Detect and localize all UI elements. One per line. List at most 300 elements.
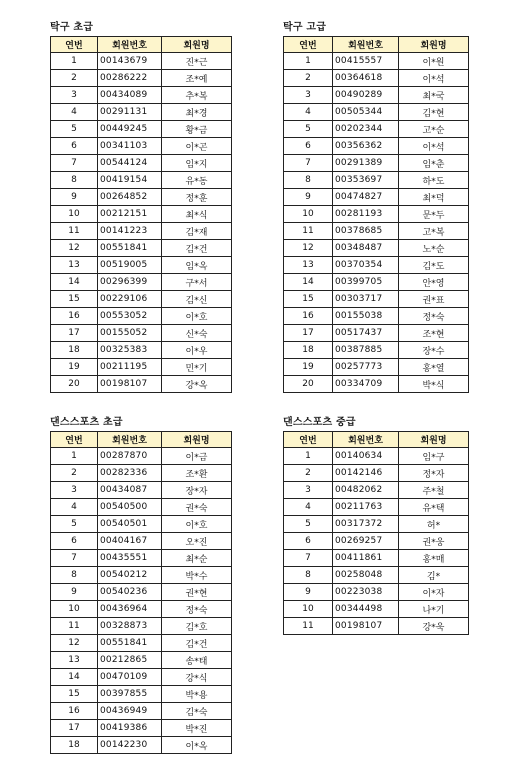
cell-member-id: 00364618: [333, 70, 399, 87]
cell-member-name: 권*현: [162, 584, 232, 601]
table-row: [51, 325, 232, 342]
cell-member-name: 권*표: [399, 291, 469, 308]
cell-member-id: 00551841: [98, 635, 162, 652]
cell-member-id: 00436949: [98, 703, 162, 720]
table-row: [51, 703, 232, 720]
cell-no: 4: [284, 499, 333, 516]
cell-member-name: 문*두: [399, 206, 469, 223]
header-no: 연번: [284, 37, 333, 53]
cell-member-id: 00387885: [333, 342, 399, 359]
table-row: [284, 516, 469, 533]
cell-member-name: 김*재: [162, 223, 232, 240]
cell-no: 6: [51, 533, 98, 550]
table-row: [284, 567, 469, 584]
cell-no: 13: [51, 652, 98, 669]
table-row: [51, 465, 232, 482]
cell-member-id: 00202344: [333, 121, 399, 138]
cell-member-name: 송*태: [162, 652, 232, 669]
cell-no: 12: [284, 240, 333, 257]
header-member-name: 회원명: [162, 37, 232, 53]
cell-member-id: 00397855: [98, 686, 162, 703]
cell-member-id: 00325383: [98, 342, 162, 359]
cell-member-id: 00370354: [333, 257, 399, 274]
cell-member-name: 유*동: [162, 172, 232, 189]
table-row: [51, 308, 232, 325]
cell-no: 19: [284, 359, 333, 376]
cell-member-name: 신*숙: [162, 325, 232, 342]
table-row: [51, 138, 232, 155]
cell-member-id: 00291131: [98, 104, 162, 121]
header-no: 연번: [51, 432, 98, 448]
cell-member-id: 00356362: [333, 138, 399, 155]
section-title: 탁구 초급: [50, 22, 94, 33]
table-row: [284, 342, 469, 359]
cell-member-id: 00198107: [98, 376, 162, 393]
cell-no: 20: [51, 376, 98, 393]
cell-no: 17: [51, 325, 98, 342]
table-row: [51, 376, 232, 393]
cell-no: 7: [51, 155, 98, 172]
table-row: [51, 223, 232, 240]
table-section-dancesport-intermediate: [283, 416, 469, 635]
cell-no: 3: [51, 87, 98, 104]
cell-member-id: 00434087: [98, 482, 162, 499]
table-row: [284, 376, 469, 393]
cell-no: 9: [284, 189, 333, 206]
cell-member-id: 00281193: [333, 206, 399, 223]
table-row: [284, 240, 469, 257]
table-row: [51, 448, 232, 465]
cell-member-name: 박*진: [162, 720, 232, 737]
cell-member-id: 00212865: [98, 652, 162, 669]
cell-no: 10: [284, 206, 333, 223]
table-row: [284, 70, 469, 87]
cell-member-id: 00211195: [98, 359, 162, 376]
table-row: [51, 189, 232, 206]
cell-member-name: 이*금: [162, 448, 232, 465]
header-member-id: 회원번호: [98, 37, 162, 53]
table-row: [284, 325, 469, 342]
cell-member-id: 00223038: [333, 584, 399, 601]
cell-no: 14: [51, 274, 98, 291]
cell-no: 15: [284, 291, 333, 308]
cell-member-name: 김*: [399, 567, 469, 584]
cell-member-name: 하*도: [399, 172, 469, 189]
cell-member-name: 임*춘: [399, 155, 469, 172]
cell-no: 6: [284, 533, 333, 550]
cell-member-id: 00140634: [333, 448, 399, 465]
cell-member-name: 조*예: [162, 70, 232, 87]
cell-member-name: 이*석: [399, 138, 469, 155]
cell-no: 4: [51, 104, 98, 121]
table-row: [51, 257, 232, 274]
cell-no: 8: [51, 172, 98, 189]
table-row: [284, 550, 469, 567]
cell-no: 9: [51, 189, 98, 206]
cell-member-id: 00286222: [98, 70, 162, 87]
member-table: [283, 36, 469, 393]
table-row: [284, 138, 469, 155]
cell-member-name: 강*식: [162, 669, 232, 686]
cell-member-id: 00482062: [333, 482, 399, 499]
cell-member-name: 이*옥: [162, 737, 232, 754]
cell-member-id: 00435551: [98, 550, 162, 567]
table-body: [284, 53, 469, 393]
cell-member-id: 00434089: [98, 87, 162, 104]
table-row: [284, 465, 469, 482]
table-row: [51, 567, 232, 584]
table-row: [51, 533, 232, 550]
table-row: [51, 601, 232, 618]
cell-member-id: 00229106: [98, 291, 162, 308]
table-row: [284, 121, 469, 138]
cell-member-id: 00490289: [333, 87, 399, 104]
table-row: [51, 550, 232, 567]
cell-member-name: 임*구: [399, 448, 469, 465]
cell-member-id: 00474827: [333, 189, 399, 206]
table-row: [51, 686, 232, 703]
cell-member-name: 박*식: [399, 376, 469, 393]
cell-member-name: 황*금: [162, 121, 232, 138]
table-section-table-tennis-advanced: [283, 21, 469, 393]
cell-member-id: 00551841: [98, 240, 162, 257]
table-row: [51, 240, 232, 257]
cell-member-id: 00257773: [333, 359, 399, 376]
cell-member-name: 민*기: [162, 359, 232, 376]
table-row: [284, 53, 469, 70]
cell-no: 16: [51, 703, 98, 720]
table-row: [51, 737, 232, 754]
cell-member-name: 구*서: [162, 274, 232, 291]
cell-member-id: 00211763: [333, 499, 399, 516]
cell-member-id: 00404167: [98, 533, 162, 550]
cell-member-id: 00378685: [333, 223, 399, 240]
cell-member-name: 권*웅: [399, 533, 469, 550]
table-row: [284, 308, 469, 325]
cell-member-id: 00334709: [333, 376, 399, 393]
cell-member-id: 00540500: [98, 499, 162, 516]
cell-member-name: 강*욱: [399, 618, 469, 635]
cell-member-name: 김*숙: [162, 703, 232, 720]
cell-member-name: 권*숙: [162, 499, 232, 516]
cell-no: 2: [284, 465, 333, 482]
header-member-name: 회원명: [399, 37, 469, 53]
table-body: [51, 448, 232, 754]
cell-member-name: 임*지: [162, 155, 232, 172]
cell-no: 8: [51, 567, 98, 584]
cell-member-name: 장*자: [162, 482, 232, 499]
cell-member-id: 00317372: [333, 516, 399, 533]
cell-no: 2: [284, 70, 333, 87]
table-row: [51, 172, 232, 189]
table-row: [51, 104, 232, 121]
cell-member-name: 최*식: [162, 206, 232, 223]
table-row: [284, 359, 469, 376]
table-row: [284, 533, 469, 550]
cell-member-name: 박*용: [162, 686, 232, 703]
cell-member-id: 00415557: [333, 53, 399, 70]
cell-no: 10: [284, 601, 333, 618]
cell-no: 5: [51, 121, 98, 138]
cell-member-name: 이*호: [162, 308, 232, 325]
cell-member-name: 조*환: [162, 465, 232, 482]
cell-no: 16: [51, 308, 98, 325]
member-table: [50, 36, 232, 393]
cell-member-id: 00353697: [333, 172, 399, 189]
table-row: [284, 87, 469, 104]
cell-member-id: 00470109: [98, 669, 162, 686]
cell-member-name: 김*호: [162, 618, 232, 635]
table-row: [51, 70, 232, 87]
table-row: [51, 291, 232, 308]
cell-member-id: 00155038: [333, 308, 399, 325]
cell-no: 10: [51, 206, 98, 223]
table-row: [284, 104, 469, 121]
cell-no: 18: [284, 342, 333, 359]
cell-member-id: 00399705: [333, 274, 399, 291]
table-section-table-tennis-beginner: [50, 21, 232, 393]
cell-member-name: 허*: [399, 516, 469, 533]
cell-member-name: 최*경: [162, 104, 232, 121]
cell-member-id: 00282336: [98, 465, 162, 482]
cell-member-name: 임*옥: [162, 257, 232, 274]
member-table: [283, 431, 469, 635]
cell-member-name: 최*국: [399, 87, 469, 104]
cell-member-id: 00142146: [333, 465, 399, 482]
table-header-row: [284, 37, 469, 53]
cell-member-id: 00142230: [98, 737, 162, 754]
cell-no: 1: [51, 53, 98, 70]
cell-member-name: 홍*매: [399, 550, 469, 567]
cell-no: 7: [284, 155, 333, 172]
cell-member-name: 김*건: [162, 635, 232, 652]
member-table: [50, 431, 232, 754]
cell-member-name: 주*철: [399, 482, 469, 499]
cell-no: 14: [284, 274, 333, 291]
cell-member-name: 정*숙: [399, 308, 469, 325]
cell-member-id: 00258048: [333, 567, 399, 584]
cell-member-name: 정*숙: [162, 601, 232, 618]
cell-no: 5: [284, 121, 333, 138]
table-row: [284, 584, 469, 601]
cell-member-id: 00287870: [98, 448, 162, 465]
table-row: [284, 448, 469, 465]
cell-no: 9: [284, 584, 333, 601]
table-row: [51, 121, 232, 138]
table-row: [51, 274, 232, 291]
cell-no: 6: [284, 138, 333, 155]
table-row: [284, 206, 469, 223]
cell-member-id: 00328873: [98, 618, 162, 635]
cell-no: 18: [51, 342, 98, 359]
cell-member-name: 김*현: [399, 104, 469, 121]
cell-member-id: 00264852: [98, 189, 162, 206]
cell-member-name: 김*신: [162, 291, 232, 308]
cell-no: 14: [51, 669, 98, 686]
cell-member-name: 고*순: [399, 121, 469, 138]
table-header-row: [284, 432, 469, 448]
cell-member-id: 00540501: [98, 516, 162, 533]
cell-no: 15: [51, 291, 98, 308]
table-row: [51, 516, 232, 533]
cell-member-name: 김*도: [399, 257, 469, 274]
table-row: [284, 499, 469, 516]
cell-member-id: 00303717: [333, 291, 399, 308]
table-row: [284, 257, 469, 274]
cell-member-name: 이*호: [162, 516, 232, 533]
section-title: 댄스스포츠 초급: [50, 417, 123, 428]
cell-no: 10: [51, 601, 98, 618]
table-row: [284, 223, 469, 240]
cell-member-name: 홍*열: [399, 359, 469, 376]
cell-member-id: 00198107: [333, 618, 399, 635]
table-row: [51, 342, 232, 359]
cell-no: 16: [284, 308, 333, 325]
table-row: [284, 155, 469, 172]
table-row: [51, 720, 232, 737]
cell-member-id: 00143679: [98, 53, 162, 70]
cell-member-id: 00348487: [333, 240, 399, 257]
table-row: [284, 274, 469, 291]
table-section-dancesport-beginner: [50, 416, 232, 754]
cell-member-id: 00411861: [333, 550, 399, 567]
cell-no: 11: [51, 618, 98, 635]
table-row: [284, 482, 469, 499]
cell-member-id: 00296399: [98, 274, 162, 291]
header-member-id: 회원번호: [333, 37, 399, 53]
table-row: [284, 601, 469, 618]
cell-no: 1: [284, 448, 333, 465]
cell-no: 7: [51, 550, 98, 567]
cell-member-name: 강*옥: [162, 376, 232, 393]
cell-member-id: 00344498: [333, 601, 399, 618]
cell-no: 18: [51, 737, 98, 754]
cell-member-name: 이*원: [399, 53, 469, 70]
table-row: [284, 189, 469, 206]
cell-member-name: 장*수: [399, 342, 469, 359]
cell-no: 12: [51, 240, 98, 257]
cell-member-id: 00269257: [333, 533, 399, 550]
cell-member-id: 00519005: [98, 257, 162, 274]
cell-no: 19: [51, 359, 98, 376]
cell-no: 15: [51, 686, 98, 703]
cell-no: 11: [51, 223, 98, 240]
table-row: [51, 652, 232, 669]
table-row: [51, 155, 232, 172]
cell-member-name: 추*복: [162, 87, 232, 104]
cell-member-name: 정*자: [399, 465, 469, 482]
cell-member-name: 조*현: [399, 325, 469, 342]
cell-member-name: 박*수: [162, 567, 232, 584]
cell-member-name: 고*복: [399, 223, 469, 240]
cell-member-name: 정*훈: [162, 189, 232, 206]
cell-no: 5: [284, 516, 333, 533]
table-row: [284, 291, 469, 308]
header-member-id: 회원번호: [98, 432, 162, 448]
table-row: [51, 499, 232, 516]
cell-member-id: 00141223: [98, 223, 162, 240]
cell-no: 7: [284, 550, 333, 567]
cell-no: 1: [51, 448, 98, 465]
header-no: 연번: [284, 432, 333, 448]
cell-no: 2: [51, 70, 98, 87]
cell-member-id: 00419154: [98, 172, 162, 189]
header-no: 연번: [51, 37, 98, 53]
cell-member-name: 나*기: [399, 601, 469, 618]
cell-member-name: 이*석: [399, 70, 469, 87]
cell-no: 2: [51, 465, 98, 482]
table-row: [284, 172, 469, 189]
cell-member-name: 김*건: [162, 240, 232, 257]
cell-no: 1: [284, 53, 333, 70]
cell-member-name: 최*덕: [399, 189, 469, 206]
cell-no: 13: [284, 257, 333, 274]
cell-no: 3: [284, 482, 333, 499]
cell-no: 8: [284, 567, 333, 584]
cell-member-id: 00341103: [98, 138, 162, 155]
cell-member-id: 00540236: [98, 584, 162, 601]
cell-member-id: 00291389: [333, 155, 399, 172]
cell-member-name: 진*근: [162, 53, 232, 70]
cell-member-id: 00449245: [98, 121, 162, 138]
cell-member-id: 00553052: [98, 308, 162, 325]
table-row: [51, 669, 232, 686]
table-row: [51, 206, 232, 223]
table-header-row: [51, 432, 232, 448]
cell-no: 5: [51, 516, 98, 533]
cell-no: 12: [51, 635, 98, 652]
cell-member-id: 00155052: [98, 325, 162, 342]
cell-no: 4: [51, 499, 98, 516]
cell-member-name: 오*진: [162, 533, 232, 550]
cell-member-id: 00505344: [333, 104, 399, 121]
cell-no: 17: [51, 720, 98, 737]
table-row: [284, 618, 469, 635]
table-row: [51, 635, 232, 652]
table-body: [51, 53, 232, 393]
cell-no: 6: [51, 138, 98, 155]
cell-member-name: 유*택: [399, 499, 469, 516]
cell-no: 11: [284, 618, 333, 635]
cell-no: 13: [51, 257, 98, 274]
cell-member-name: 이*곤: [162, 138, 232, 155]
cell-member-id: 00212151: [98, 206, 162, 223]
cell-member-id: 00517437: [333, 325, 399, 342]
table-header-row: [51, 37, 232, 53]
cell-member-name: 최*순: [162, 550, 232, 567]
header-member-id: 회원번호: [333, 432, 399, 448]
table-row: [51, 359, 232, 376]
table-row: [51, 618, 232, 635]
cell-member-id: 00436964: [98, 601, 162, 618]
cell-no: 8: [284, 172, 333, 189]
cell-member-id: 00419386: [98, 720, 162, 737]
cell-no: 3: [284, 87, 333, 104]
header-member-name: 회원명: [162, 432, 232, 448]
table-row: [51, 87, 232, 104]
cell-no: 17: [284, 325, 333, 342]
cell-member-name: 노*순: [399, 240, 469, 257]
cell-no: 4: [284, 104, 333, 121]
cell-member-name: 이*우: [162, 342, 232, 359]
section-title: 탁구 고급: [283, 22, 327, 33]
table-row: [51, 53, 232, 70]
cell-no: 11: [284, 223, 333, 240]
table-row: [51, 584, 232, 601]
section-title: 댄스스포츠 중급: [283, 417, 356, 428]
cell-member-id: 00540212: [98, 567, 162, 584]
table-body: [284, 448, 469, 635]
